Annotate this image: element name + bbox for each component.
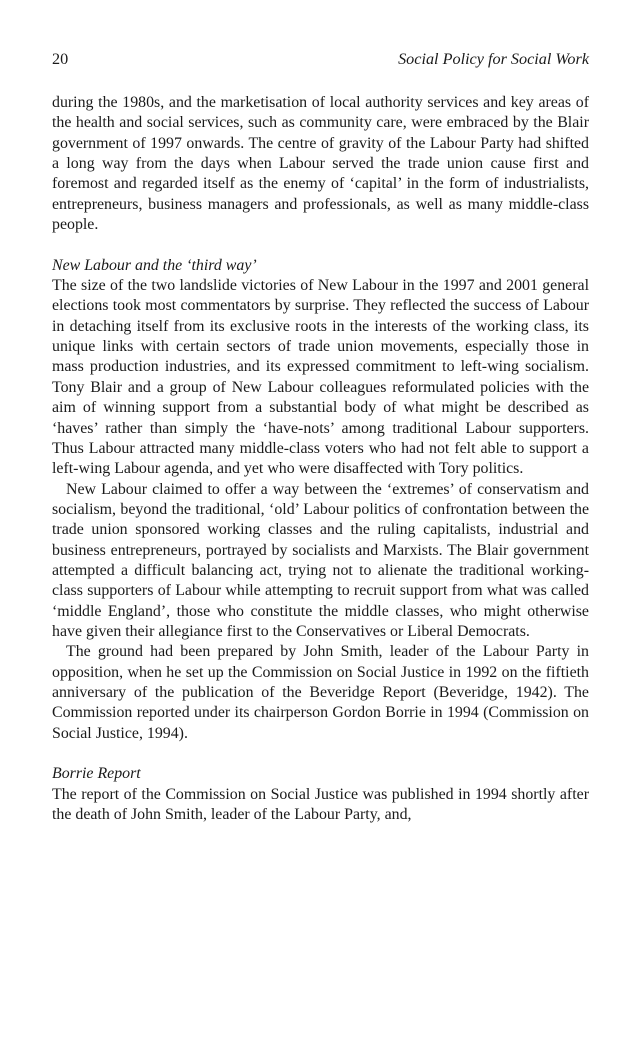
section-spacer [52, 744, 589, 764]
section-heading-borrie-report: Borrie Report [52, 765, 141, 783]
book-page [52, 48, 589, 825]
paragraph-landslide-victories: The size of the two landslide victories of New Labour in the 1997 and 2001 general elections took most commentators by surprise. They reflected the success of Labour in detaching itself from its exclusive roots in the interests of the working class, its unique links with certain sectors of trade union movements, especially those in mass production industries, and its expressed commitment to left-wing socialism. Tony Blair and a group of New Labour colleagues reformulated policies with the aim of winning support from a substantial body of what might be described as ‘haves’ rather than simply the ‘have-nots’ among traditional Labour supporters. Thus Labour attracted many middle-class voters who had not felt able to support a left-wing Labour agenda, and yet who were disaffected with Tory politics. [52, 277, 589, 478]
section-heading-third-way: New Labour and the ‘third way’ [52, 256, 257, 274]
section-spacer [52, 235, 589, 255]
running-title: Social Policy for Social Work [398, 50, 589, 68]
body-text [52, 93, 589, 825]
paragraph-marketisation: during the 1980s, and the marketisation of local authority services and key areas of the health and social services, such as community care, were embraced by the Blair government of 1997 onwards. The centre of gravity of the Labour Party had shifted a long way from the days when Labour served the trade union cause first and foremost and regarded itself as the enemy of ‘capital’ in the form of industrialists, entrepreneurs, business managers and professionals, as well as many middle-class people. [52, 94, 589, 234]
running-header [52, 48, 589, 70]
paragraph-john-smith: The ground had been prepared by John Smith, leader of the Labour Party in opposition, when he set up the Commission on Social Justice in 1992 on the fiftieth anniversary of the publication of the Beveridge Report (Beveridge, 1942). The Commission reported under its chairperson Gordon Borrie in 1994 (Commission on Social Justice, 1994). [52, 643, 589, 742]
paragraph-new-labour-claimed: New Labour claimed to offer a way between the ‘extremes’ of conservatism and socialism, beyond the traditional, ‘old’ Labour politics of confrontation between the trade union sponsored working classes and the ruling capitalists, industrial and business entrepreneurs, portrayed by socialists and Marxists. The Blair government attempted a difficult balancing act, trying not to alienate the traditional working-class supporters of Labour while attempting to recruit support from what was called ‘middle England’, those who constitute the middle classes, who might otherwise have given their allegiance first to the Conservatives or Liberal Democrats. [52, 480, 589, 640]
page-number: 20 [52, 50, 69, 68]
paragraph-borrie-report: The report of the Commission on Social Justice was published in 1994 shortly after the death of John Smith, leader of the Labour Party, and, [52, 785, 589, 824]
